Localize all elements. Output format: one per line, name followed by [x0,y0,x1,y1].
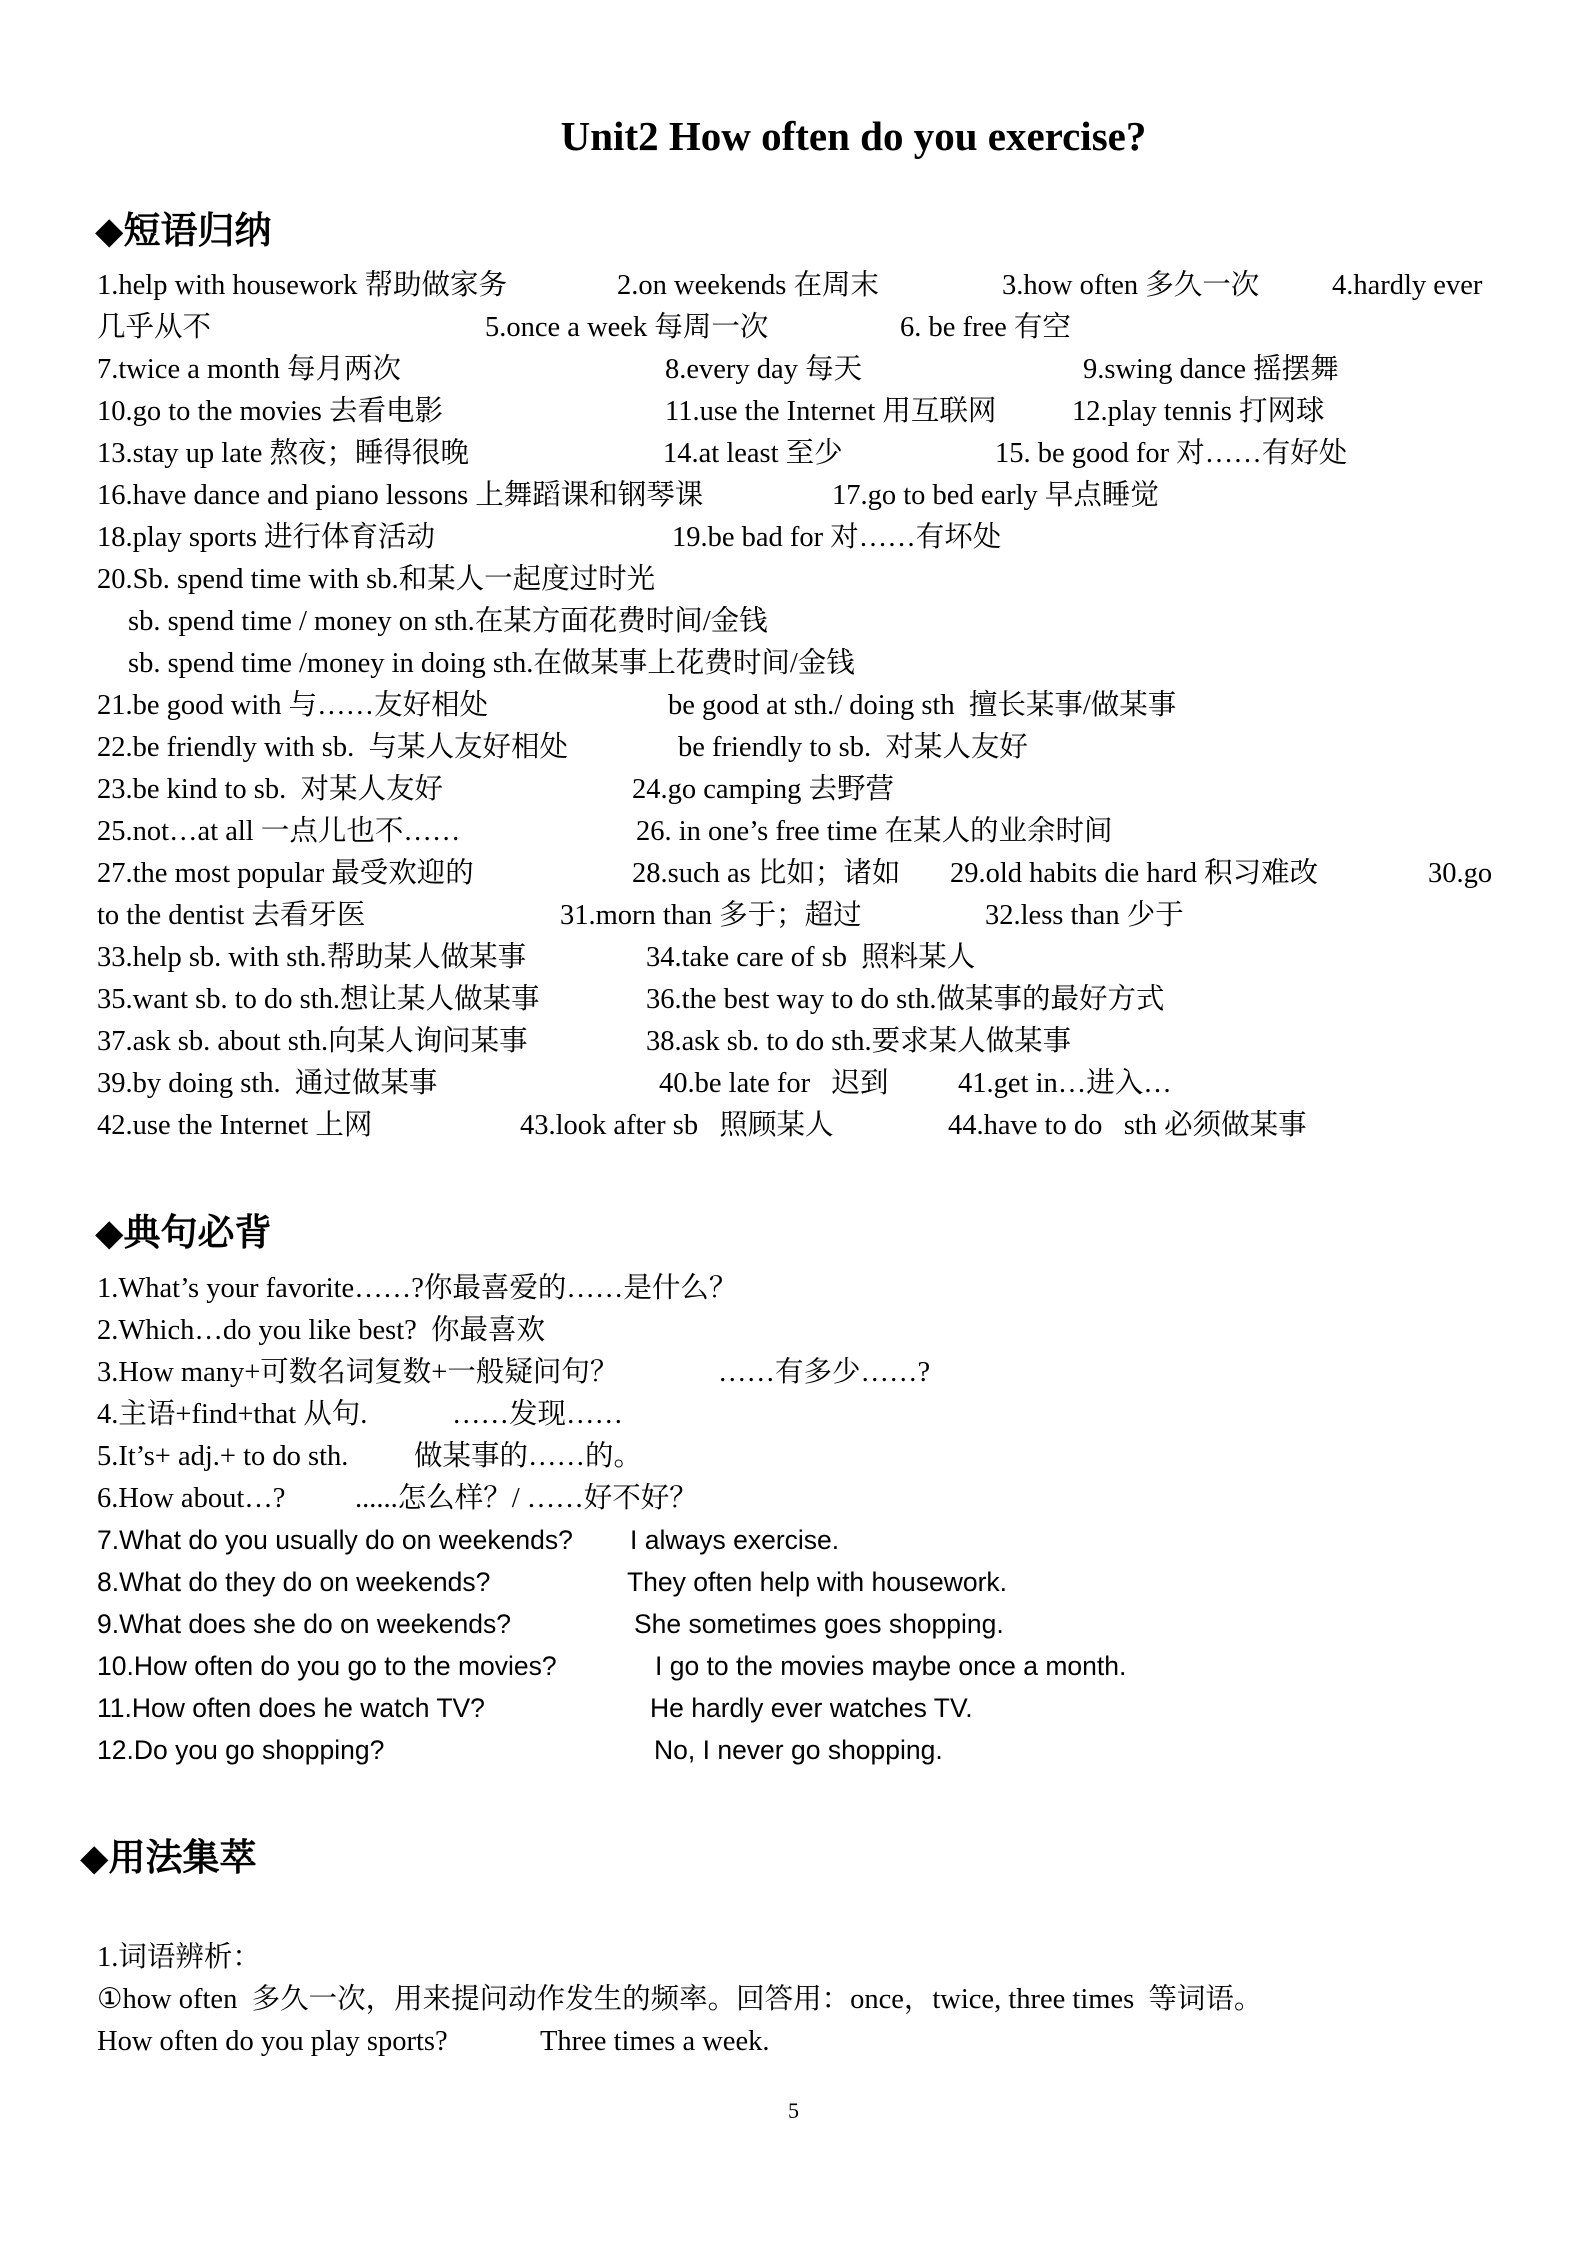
sentence-meaning: ……有多少……? [718,1357,931,1388]
sentence-question: 12.Do you go shopping? [97,1735,385,1765]
sentence-answer: She sometimes goes shopping. [634,1609,1004,1639]
phrase-item: 13.stay up late 熬夜；睡得很晚 [97,438,470,469]
phrase-item: 6. be free 有空 [900,312,1071,343]
usage-text: ①how often 多久一次，用来提问动作发生的频率。回答用：once，twice, three times 等词语。 [97,1984,1263,2015]
phrase-item: 34.take care of sb 照料某人 [646,942,976,973]
sentence-question: 11.How often does he watch TV? [97,1693,485,1723]
phrase-item: 4.hardly ever [1332,270,1483,301]
phrase-item: be good at sth./ doing sth 擅长某事/做某事 [668,690,1177,721]
phrase-item: 几乎从不 [97,312,212,343]
phrase-item: 35.want sb. to do sth.想让某人做某事 [97,984,540,1015]
phrase-item: 16.have dance and piano lessons 上舞蹈课和钢琴课 [97,480,704,511]
phrase-item: 14.at least 至少 [663,438,843,469]
phrase-item: 21.be good with 与……友好相处 [97,690,489,721]
phrase-item: 37.ask sb. about sth.向某人询问某事 [97,1026,528,1057]
phrase-item: 5.once a week 每周一次 [485,312,769,343]
usage-heading: ◆用法集萃 [80,1835,257,1879]
phrase-item: 42.use the Internet 上网 [97,1110,373,1141]
page-title: Unit2 How often do you exercise? [560,113,1147,159]
phrase-item: 28.such as 比如；诸如 [632,858,901,889]
sentence-question: 7.What do you usually do on weekends? [97,1525,573,1555]
phrase-item: 26. in one’s free time 在某人的业余时间 [636,816,1113,847]
sentence-question: 8.What do they do on weekends? [97,1567,491,1597]
sentence-item: 3.How many+可数名词复数+一般疑问句？ [97,1357,619,1388]
sentence-question: 9.What does she do on weekends? [97,1609,511,1639]
usage-example-question: How often do you play sports? [97,2026,448,2057]
phrase-item: 11.use the Internet 用互联网 [665,396,997,427]
sentences-heading: ◆典句必背 [95,1210,272,1254]
phrases-heading: ◆短语归纳 [95,208,272,252]
phrase-item: 43.look after sb 照顾某人 [520,1110,834,1141]
sentence-answer: I go to the movies maybe once a month. [655,1651,1127,1681]
phrase-item: 31.morn than 多于；超过 [560,900,862,931]
phrase-item: 29.old habits die hard 积习难改 [950,858,1319,889]
phrase-item: 41.get in…进入… [958,1068,1172,1099]
sentence-meaning: 做某事的……的。 [414,1441,643,1472]
sentence-answer: They often help with housework. [627,1567,1008,1597]
phrase-item: 33.help sb. with sth.帮助某人做某事 [97,942,527,973]
phrase-item: sb. spend time /money in doing sth.在做某事上花费时间/金钱 [128,648,855,679]
phrase-item: 10.go to the movies 去看电影 [97,396,443,427]
phrase-item: 22.be friendly with sb. 与某人友好相处 [97,732,569,763]
phrase-item: 20.Sb. spend time with sb.和某人一起度过时光 [97,564,656,595]
sentence-item: 5.It’s+ adj.+ to do sth. [97,1441,349,1472]
phrase-item: 25.not…at all 一点儿也不…… [97,816,461,847]
phrase-item: 2.on weekends 在周末 [617,270,879,301]
phrase-item: 12.play tennis 打网球 [1072,396,1325,427]
phrase-item: 18.play sports 进行体育活动 [97,522,436,553]
phrase-item: 30.go [1428,858,1493,889]
phrase-item: 8.every day 每天 [665,354,863,385]
phrase-item: 38.ask sb. to do sth.要求某人做某事 [646,1026,1072,1057]
sentence-meaning: ......怎么样？/ ……好不好？ [355,1483,698,1514]
phrase-item: 39.by doing sth. 通过做某事 [97,1068,438,1099]
usage-text: 1.词语辨析： [97,1942,261,1973]
phrase-item: 40.be late for 迟到 [659,1068,889,1099]
sentence-item: 4.主语+find+that 从句. [97,1399,368,1430]
sentence-question: 10.How often do you go to the movies? [97,1651,557,1681]
phrase-item: 36.the best way to do sth.做某事的最好方式 [646,984,1165,1015]
phrase-item: 27.the most popular 最受欢迎的 [97,858,474,889]
phrase-item: sb. spend time / money on sth.在某方面花费时间/金钱 [128,606,768,637]
page-number: 5 [788,2098,799,2123]
phrase-item: 17.go to bed early 早点睡觉 [832,480,1159,511]
sentence-meaning: ……发现…… [452,1399,624,1430]
sentence-answer: No, I never go shopping. [654,1735,943,1765]
phrase-item: 23.be kind to sb. 对某人友好 [97,774,443,805]
phrase-item: 9.swing dance 摇摆舞 [1083,354,1339,385]
sentence-item: 2.Which…do you like best? 你最喜欢 [97,1315,546,1346]
usage-example-answer: Three times a week. [540,2026,770,2057]
sentence-item: 6.How about…? [97,1483,286,1514]
sentence-item: 1.What’s your favorite……?你最喜爱的……是什么？ [97,1273,738,1304]
phrase-item: 3.how often 多久一次 [1002,270,1260,301]
sentence-answer: I always exercise. [630,1525,840,1555]
phrase-item: 24.go camping 去野营 [632,774,895,805]
sentence-answer: He hardly ever watches TV. [650,1693,973,1723]
phrase-item: 1.help with housework 帮助做家务 [97,270,508,301]
phrase-item: 32.less than 少于 [985,900,1184,931]
phrase-item: 19.be bad for 对……有坏处 [672,522,1002,553]
phrase-item: 7.twice a month 每月两次 [97,354,401,385]
phrase-item: 44.have to do sth 必须做某事 [948,1110,1307,1141]
phrase-item: to the dentist 去看牙医 [97,900,366,931]
phrase-item: be friendly to sb. 对某人友好 [678,732,1028,763]
phrase-item: 15. be good for 对……有好处 [995,438,1348,469]
